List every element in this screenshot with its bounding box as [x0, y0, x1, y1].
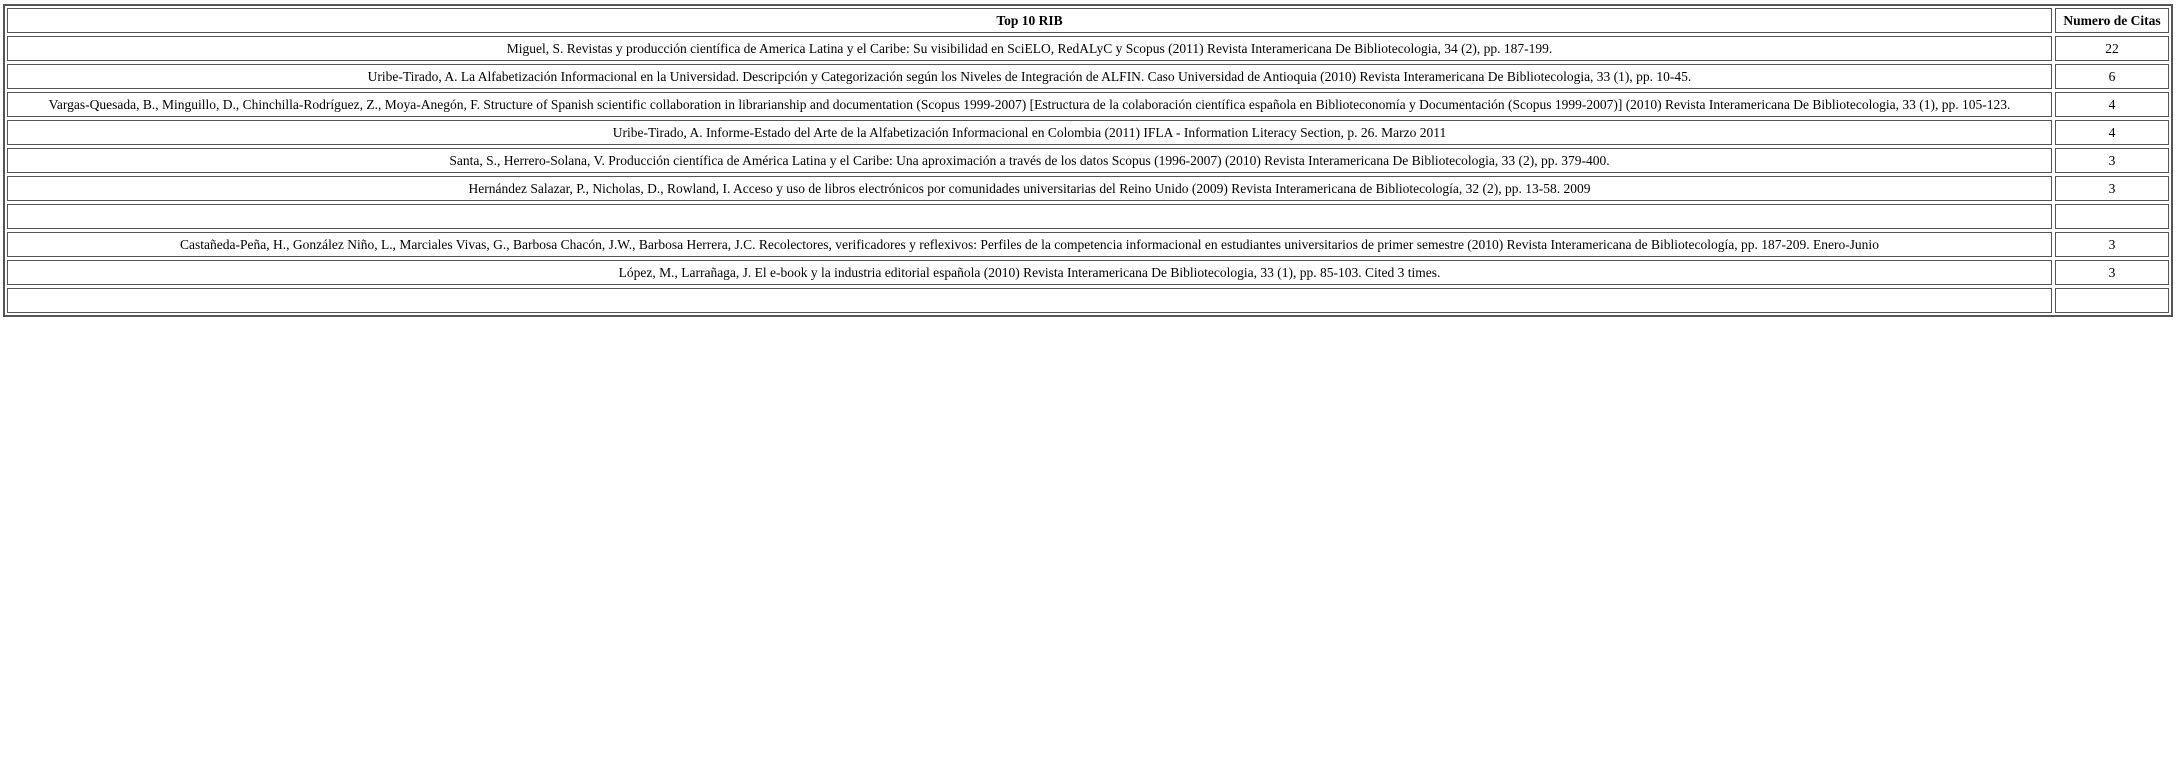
- table-row: [7, 92, 2169, 117]
- table-row: [7, 36, 2169, 61]
- cites-cell: 3: [2055, 260, 2169, 285]
- table-row-empty: [7, 204, 2169, 229]
- reference-cell: [7, 288, 2052, 313]
- table-row: [7, 232, 2169, 257]
- reference-cell: [7, 204, 2052, 229]
- table-row: [7, 260, 2169, 285]
- cites-cell: [2055, 204, 2169, 229]
- table-row-empty: [7, 288, 2169, 313]
- reference-cell: Castañeda-Peña, H., González Niño, L., Marciales Vivas, G., Barbosa Chacón, J.W., Barbosa Herrera, J.C. Recolectores, verificadores y reflexivos: Perfiles de la competencia informacional en estudiantes universitarios de primer semestre (2010) Revista Interamericana de Bibliotecología, pp. 187-209. Enero-Junio: [7, 232, 2052, 257]
- cites-cell: 3: [2055, 232, 2169, 257]
- table-row: [7, 64, 2169, 89]
- reference-cell: Vargas-Quesada, B., Minguillo, D., Chinchilla-Rodríguez, Z., Moya-Anegón, F. Structure of Spanish scientific collaboration in librarianship and documentation (Scopus 1999-2007) [Estructura de la colaboración científica española en Biblioteconomía y Documentación (Scopus 1999-2007)] (2010) Revista Interamericana De Bibliotecologia, 33 (1), pp. 105-123.: [7, 92, 2052, 117]
- cites-cell: 3: [2055, 176, 2169, 201]
- header-row: [7, 8, 2169, 33]
- cites-cell: 6: [2055, 64, 2169, 89]
- reference-cell: Uribe-Tirado, A. La Alfabetización Informacional en la Universidad. Descripción y Categorización según los Niveles de Integración de ALFIN. Caso Universidad de Antioquia (2010) Revista Interamericana De Bibliotecologia, 33 (1), pp. 10-45.: [7, 64, 2052, 89]
- reference-cell: López, M., Larrañaga, J. El e-book y la industria editorial española (2010) Revista Interamericana De Bibliotecologia, 33 (1), pp. 85-103. Cited 3 times.: [7, 260, 2052, 285]
- cites-cell: 4: [2055, 120, 2169, 145]
- reference-cell: Uribe-Tirado, A. Informe-Estado del Arte de la Alfabetización Informacional en Colombia (2011) IFLA - Information Literacy Section, p. 26. Marzo 2011: [7, 120, 2052, 145]
- table-row: [7, 120, 2169, 145]
- header-title: Top 10 RIB: [7, 8, 2052, 33]
- reference-cell: Hernández Salazar, P., Nicholas, D., Rowland, I. Acceso y uso de libros electrónicos por comunidades universitarias del Reino Unido (2009) Revista Interamericana de Bibliotecología, 32 (2), pp. 13-58. 2009: [7, 176, 2052, 201]
- table-row: [7, 148, 2169, 173]
- reference-cell: Santa, S., Herrero-Solana, V. Producción científica de América Latina y el Caribe: Una aproximación a través de los datos Scopus (1996-2007) (2010) Revista Interamericana De Bibliotecologia, 33 (2), pp. 379-400.: [7, 148, 2052, 173]
- cites-cell: 22: [2055, 36, 2169, 61]
- cites-cell: 3: [2055, 148, 2169, 173]
- header-cites: Numero de Citas: [2055, 8, 2169, 33]
- cites-cell: 4: [2055, 92, 2169, 117]
- table-row: [7, 176, 2169, 201]
- cites-cell: [2055, 288, 2169, 313]
- citations-table: [3, 4, 2173, 317]
- reference-cell: Miguel, S. Revistas y producción científica de America Latina y el Caribe: Su visibilidad en SciELO, RedALyC y Scopus (2011) Revista Interamericana De Bibliotecologia, 34 (2), pp. 187-199.: [7, 36, 2052, 61]
